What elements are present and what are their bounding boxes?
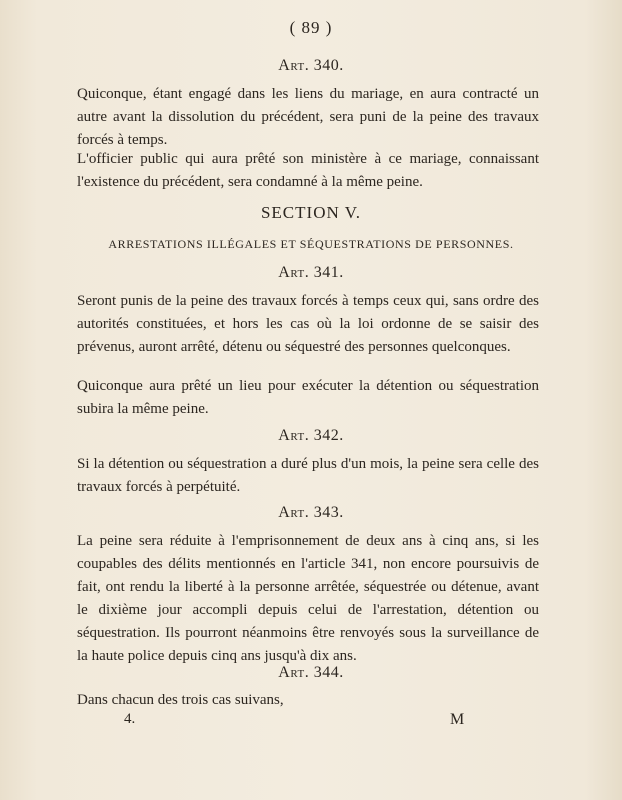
article-344-paragraph-1: Dans chacun des trois cas suivans, — [77, 692, 284, 708]
page-number: ( 89 ) — [289, 18, 333, 37]
article-341-paragraph-1: Seront punis de la peine des travaux forcés à temps ceux qui, sans ordre des autorités constituées, et hors les cas où la loi ordonne de se saisir des prévenus, auront arrêté, détenu ou séquestré des personnes quelconques. — [77, 293, 539, 355]
article-342-paragraph-1: Si la détention ou séquestration a duré plus d'un mois, la peine sera celle des travaux forcés à perpétuité. — [77, 456, 539, 495]
article-343-paragraph-1: La peine sera réduite à l'emprisonnement de deux ans à cinq ans, si les coupables des délits mentionnés en l'article 341, non encore poursuivis de fait, ont rendu la liberté à la personne arrêtée, séquestrée ou détenue, avant le dixième jour accompli depuis celui de l'arrestation, détention ou séquestration. Ils pourront néanmoins être renvoyés sous la surveillance de la haute police depuis cinq ans jusqu'à dix ans. — [77, 533, 539, 664]
article-341-paragraph-2: Quiconque aura prêté un lieu pour exécuter la détention ou séquestration subira la même peine. — [77, 378, 539, 417]
article-341-heading: Art. 341. — [278, 264, 344, 281]
footer-mark: M — [450, 711, 465, 728]
article-344-heading: Art. 344. — [278, 664, 344, 681]
footer-signature: 4. — [124, 711, 136, 727]
article-340-heading: Art. 340. — [278, 57, 344, 74]
section-subtitle: ARRESTATIONS ILLÉGALES ET SÉQUESTRATIONS DE PERSONNES. — [108, 237, 514, 251]
article-343-heading: Art. 343. — [278, 504, 344, 521]
article-340-paragraph-1: Quiconque, étant engagé dans les liens du mariage, en aura contracté un autre avant la dissolution du précédent, sera puni de la peine des travaux forcés à temps. — [77, 86, 539, 148]
section-title: SECTION V. — [260, 203, 362, 222]
article-342-heading: Art. 342. — [278, 427, 344, 444]
article-340-paragraph-2: L'officier public qui aura prêté son ministère à ce mariage, connaissant l'existence du précédent, sera condamné à la même peine. — [77, 151, 539, 190]
